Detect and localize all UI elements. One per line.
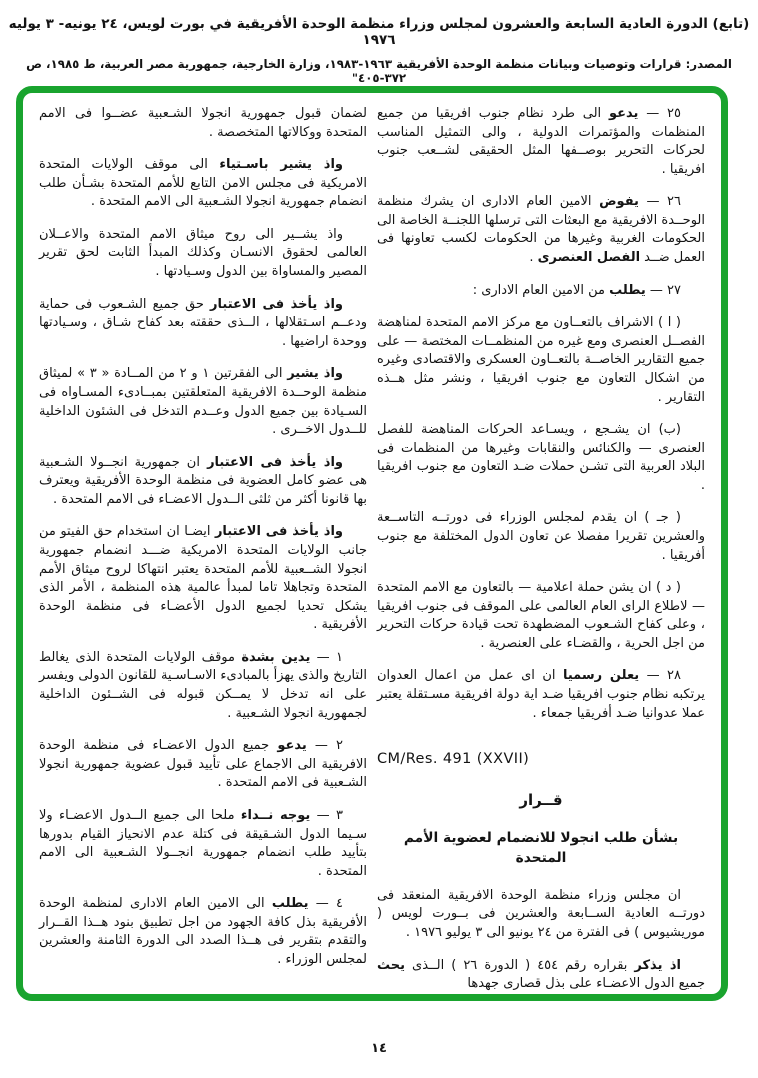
text-run: ايضـا ان استخدام حق الفيتو من جانب الولايات المتحدة الامريكية ضـــد انضمام جمهورية انجولا الشــعبية للأمم المتحدة يعتبر انتهاكا لروح ميثاق الأمم المتحدة وتجاهلا تاما لمبدأ عالمية هذه المنظمة ، الأمر الذى يشكل تحديا لجميع الدول الأعضـاء فى منظمة الوحدة الأفريقية . xyxy=(39,524,367,633)
text-run: ٢٦ — xyxy=(638,194,681,210)
paragraph-considering-3 xyxy=(39,523,367,634)
text-run: بشأن طلب انجولا للانضمام لعضوية الأمم المتحدة xyxy=(403,830,679,867)
header-source-line: المصدر: قرارات وتوصيات وبيانات منظمة الوحدة الأفريقية ١٩٦٣-١٩٨٣، وزارة الخارجية، جمهورية مصر العربية، ط ١٩٨٥، ص ٣٧٢-٤٠٥" xyxy=(26,57,732,85)
operative-paragraph-4 xyxy=(39,895,367,969)
operative-paragraph-1 xyxy=(39,649,367,723)
text-run: الى طرد نظام جنوب افريقيا من جميع المنظمات والمؤتمرات الدولية ، والى التمثيل المناسب لحركات التحرير بوصــفها المثل الحقيقى لشــعب جنوب افريقيا . xyxy=(377,106,705,177)
text-run: ( د ) ان يشن حملة اعلامية — بالتعاون مع الامم المتحدة — لاطلاع الراى العام العالمى على الموقف فى جنوب افريقيا ، وعلى كفاح الشـعوب المضطهدة تحت قيادة حركات التحرير من اجل الحرية ، والقضـاء على العنصرية . xyxy=(377,580,705,651)
text-run: ( جـ ) ان يقدم لمجلس الوزراء فى دورتــه التاســعة والعشرين تقريرا مفصلا عن تعاون الدول المختلفة مع جنوب أفريقيا . xyxy=(377,510,705,563)
paragraph-recalling xyxy=(377,957,705,994)
text-run: جميع الدول الاعضـاء فى منظمة الوحدة الافريقية الى الاجماع على تأييد قبول عضوية جمهورية انجولا الشـعبية فى الامم المتحدة . xyxy=(39,738,367,791)
text-run-bold: يدعو xyxy=(608,106,639,121)
paragraph-27 xyxy=(377,282,705,301)
text-run-bold: الفصل العنصرى xyxy=(537,250,641,266)
paragraph-considering-2 xyxy=(39,454,367,510)
paragraph-25 xyxy=(377,105,705,179)
paragraph-27-c xyxy=(377,509,705,565)
operative-paragraph-3 xyxy=(39,807,367,881)
text-run: (ب) ان يشـجع ، ويسـاعد الحركات المناهضة للفصل العنصرى — والكنائس والنقابات وغيرها من المنظمات فى البلاد العربية التى تشـن حملات ضـد التعاون مع جنوب افريقيا . xyxy=(377,422,705,493)
text-run: ٢ — xyxy=(306,738,344,754)
text-run: موقف الولايات المتحدة الذى يغالط التاريخ والذى يهزأ بالمبادىء الاسـاسـية للقانون الدولى ويفسر على انه تدخل لا يمــكن قبوله فى الشــئون الداخلية لجمهورية انجولا الشـعبية . xyxy=(39,649,367,721)
column-left xyxy=(39,105,367,984)
text-run-bold: واذ يأخذ فى الاعتبار xyxy=(214,524,343,540)
text-run-bold: يحث xyxy=(377,957,406,973)
paragraph-26 xyxy=(377,193,705,267)
text-run: ٤ — xyxy=(308,896,343,912)
text-run: ملحا الى جميع الــدول الاعضـاء ولا سـيما الدول الشـقيقة فى كتلة عدم الانحياز القيام بدورها بتأييد طلب انضمام جمهورية انجــولا الشـعبية الى الامم المتحدة . xyxy=(39,807,367,879)
text-run-bold: يطلب xyxy=(271,896,309,912)
resolution-number xyxy=(377,749,705,770)
page-header xyxy=(0,16,758,85)
resolution-subject xyxy=(377,829,705,868)
text-run-bold: يفوض xyxy=(599,194,639,210)
paragraph-continuation xyxy=(39,105,367,142)
text-run: . xyxy=(529,250,538,266)
paragraph-27-b xyxy=(377,421,705,495)
column-right xyxy=(377,105,705,1008)
text-run: ١ — xyxy=(310,649,343,665)
text-run-bold: يدين بشدة xyxy=(241,649,311,665)
text-run: لضمان قبول جمهورية انجولا الشـعبية عضــوا فى الامم المتحدة ووكالاتها المتخصصة . xyxy=(39,106,367,140)
text-run-bold: يوجه نــداء xyxy=(240,807,311,823)
text-run: حق جميع الشـعوب فى حماية ودعــم اسـتقلالها ، الــذى حققته بعد كفاح شـاق ، وسـيادتها ووحدة اراضيها . xyxy=(39,296,367,349)
paragraph-recalling-charter xyxy=(39,226,367,282)
resolution-heading xyxy=(377,790,705,811)
text-run: الى موقف الولايات المتحدة الامريكية فى مجلس الامن التابع للأمم المتحدة بشـأن طلب انضمام جمهورية انجولا الشـعبية الى الامم المتحدة . xyxy=(39,157,367,210)
text-run: جميع الدول الاعضـاء على بذل قصارى جهدها xyxy=(467,976,705,992)
header-session-title: (تابع) الدورة العادية السابعة والعشرون لمجلس وزراء منظمة الوحدة الأفريقية في بورت لويس، ٢٤ يونيه- ٣ يوليه ١٩٧٦ xyxy=(8,16,750,48)
text-run: CM/Res. 491 (XXVII) xyxy=(377,751,530,768)
text-run: الى الفقرتين ١ و ٢ من المــادة « ٣ » لميثاق منظمة الوحــدة الافريقية المتعلقتين بمبــادىء المسـاواه فى السـيادة بين جميع الدول وعــدم التدخل فى الشئون الداخلية للــدول الاخــرى . xyxy=(39,366,367,438)
text-run: ان مجلس وزراء منظمة الوحدة الافريقية المنعقد فى دورتــه العادية الســابعة والعشرين فى بــورت لويس ( موريشيوس ) فى الفترة من ٢٤ يونيو الى ٣ يوليو ١٩٧٦ . xyxy=(377,887,705,940)
text-run-bold: اذ يذكر xyxy=(634,957,681,973)
text-run: واذ يشــير الى روح ميثاق الامم المتحدة والاعــلان العالمى لحقوق الانسـان وكذلك المبدأ الثابت لحق تقرير المصير والمساواة بين الدول وسـيادتها . xyxy=(39,226,367,280)
paragraph-referring-article3 xyxy=(39,365,367,439)
paragraph-noting xyxy=(39,156,367,212)
text-run: ( ا ) الاشراف بالتعــاون مع مركز الامم المتحدة لمناهضة الفصــل العنصرى ومع غيره من المنظمــات المختصة — على جميع التقارير الخاصــة بالتعــاون العسكرى والاقتصادى وغيره من اشكال التعاون مع جنوب افريقيا ، ونشر مثل هــذه التقارير . xyxy=(377,315,705,405)
text-run: بقراره رقم ٤٥٤ ( الدورة ٢٦ ) الــذى xyxy=(405,957,635,973)
text-run-bold: واذ يأخذ فى الاعتبار xyxy=(207,454,344,470)
page-number: ١٤ xyxy=(371,1041,387,1056)
text-run: ٣ — xyxy=(310,807,343,823)
text-run: ٢٨ — xyxy=(639,668,682,684)
text-run-bold: واذ يشير باسـتياء xyxy=(219,157,343,173)
text-run-bold: واذ يأخذ فى الاعتبار xyxy=(210,296,343,312)
resolution-opening xyxy=(377,887,705,943)
paragraph-27-d xyxy=(377,579,705,653)
text-run: الامين العام الادارى ان يشرك منظمة الوحــدة الافريقية مع البعثات التى ترسلها اللجنــة الخاصة الى الحكومات الغربية وغيرها من الحكومات لكسب تعاونها فى العمل ضــد xyxy=(377,194,705,266)
text-run-bold: يعلن رسميا xyxy=(562,668,640,684)
text-run: من الامين العام الادارى : xyxy=(472,282,610,298)
text-run: ان اى عمل من اعمال العدوان يرتكبه نظام جنوب افريقيا ضـد اية دولة افريقية مسـتقلة يعتبر عملا عدوانيا ضـد أفريقيا جمعاء . xyxy=(377,668,705,721)
text-run-bold: يطلب xyxy=(609,282,646,298)
text-run: ٢٥ — xyxy=(638,106,681,121)
operative-paragraph-2 xyxy=(39,737,367,793)
text-run: ٢٧ — xyxy=(645,282,681,298)
paragraph-27-a xyxy=(377,314,705,407)
text-run: الى الامين العام الادارى لمنظمة الوحدة الأفريقية بذل كافة الجهود من اجل تطبيق بنود هــذا القــرار والتقدم بتقرير فى هــذا الصدد الى الدورة الثامنة والعشرين لمجلس الوزراء . xyxy=(39,896,367,967)
content-border-box xyxy=(16,86,728,1001)
text-run: قــرار xyxy=(519,790,563,809)
text-run: ان جمهورية انجــولا الشـعبية هى عضو كامل العضوية فى منظمة الوحدة الأفريقية ويعترف بها قانونا أكثر من ثلثى الــدول الاعضـاء فى الامم المتحدة . xyxy=(39,454,367,507)
text-run-bold: يدعو xyxy=(277,738,307,754)
text-run-bold: واذ يشير xyxy=(287,366,344,382)
paragraph-28 xyxy=(377,667,705,723)
paragraph-considering-1 xyxy=(39,296,367,352)
